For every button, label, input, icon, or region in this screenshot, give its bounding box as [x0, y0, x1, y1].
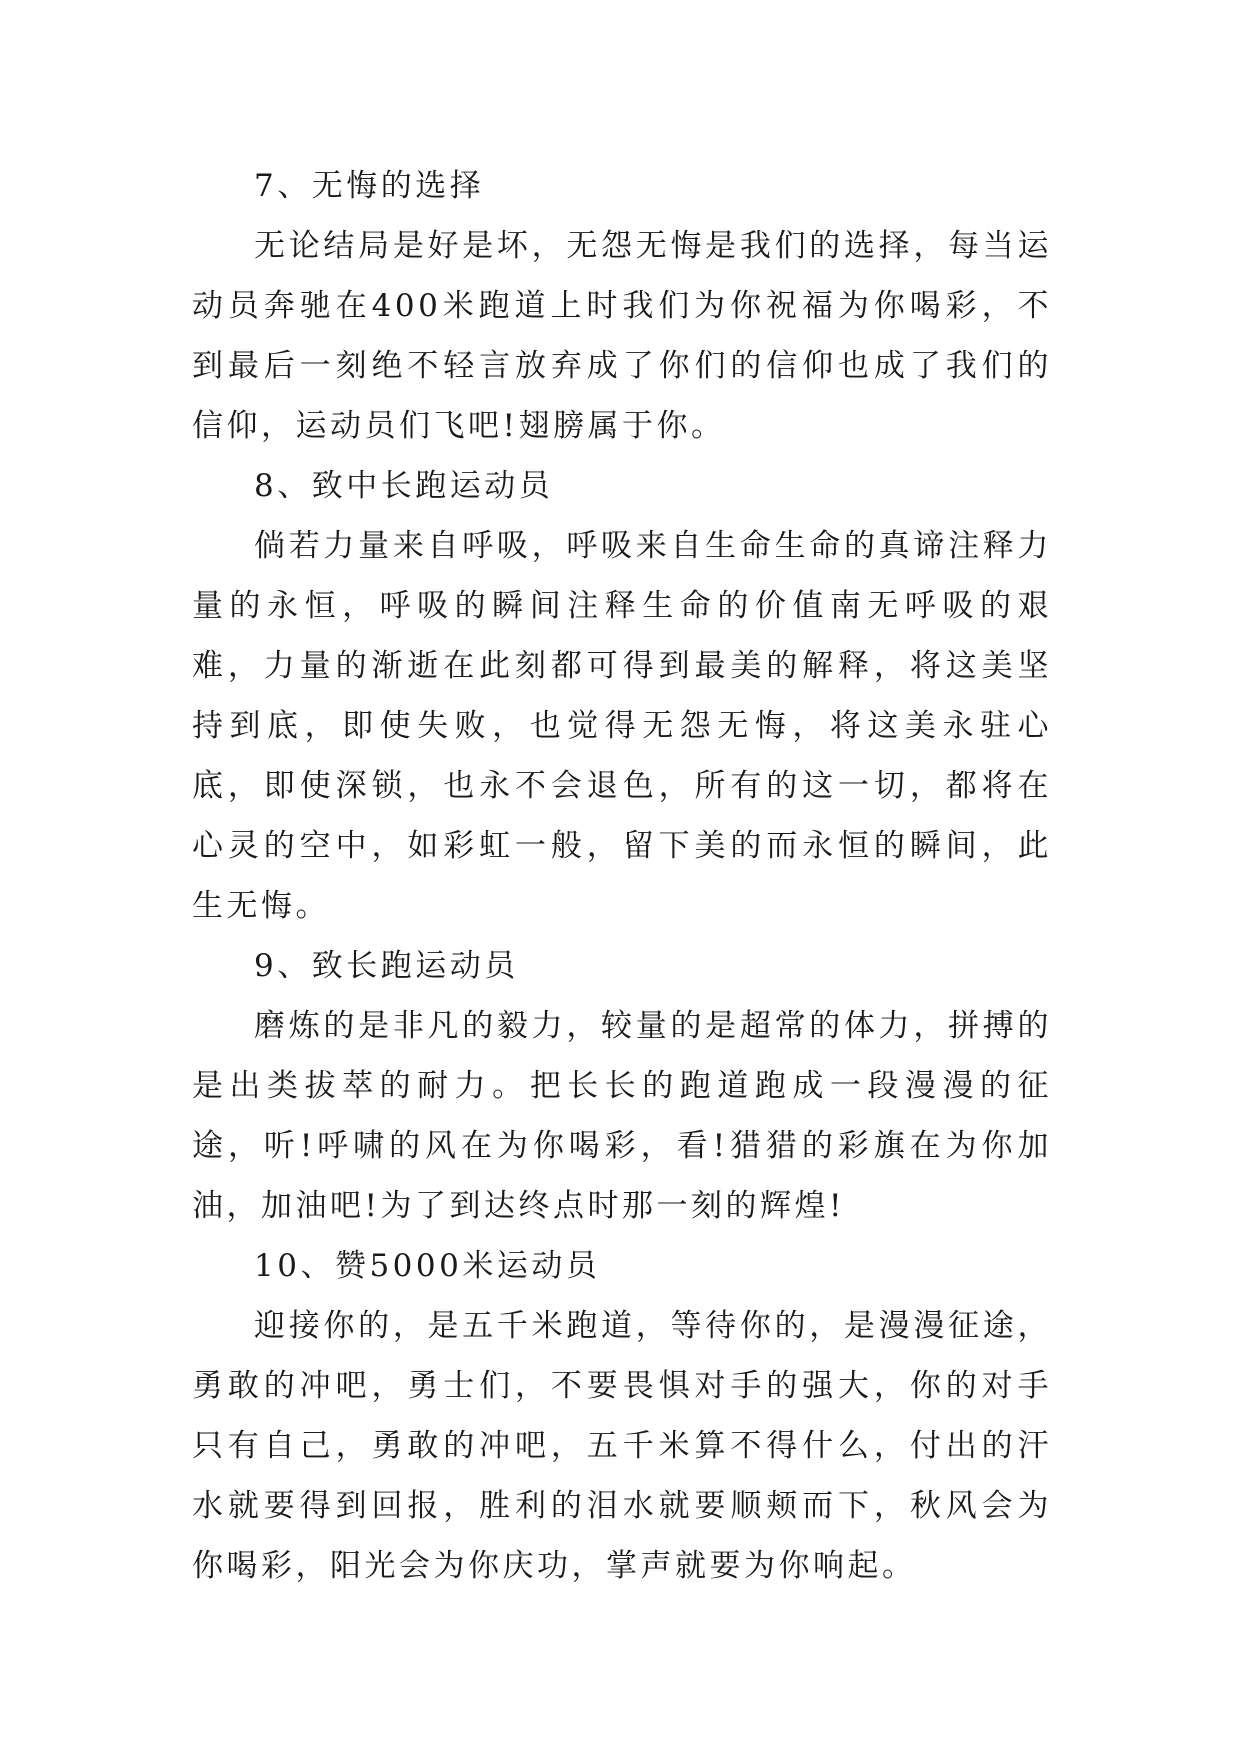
- section-body: 无论结局是好是坏，无怨无悔是我们的选择，每当运动员奔驰在400米跑道上时我们为你祝福为你喝彩，不到最后一刻绝不轻言放弃成了你们的信仰也成了我们的信仰，运动员们飞吧!翅膀属于你。: [192, 228, 1052, 444]
- section-body: 倘若力量来自呼吸，呼吸来自生命生命的真谛注释力量的永恒，呼吸的瞬间注释生命的价值南无呼吸的艰难，力量的渐逝在此刻都可得到最美的解释，将这美坚持到底，即使失败，也觉得无怨无悔，将这美永驻心底，即使深锁，也永不会退色，所有的这一切，都将在心灵的空中，如彩虹一般，留下美的而永恒的瞬间，此生无悔。: [192, 528, 1052, 924]
- section-heading: 8、致中长跑运动员: [254, 468, 554, 504]
- section-heading: 9、致长跑运动员: [254, 948, 519, 984]
- document-content: [192, 156, 1052, 1596]
- section-heading: 10、赞5000米运动员: [254, 1248, 601, 1284]
- section-body: 磨炼的是非凡的毅力，较量的是超常的体力，拼搏的是出类拔萃的耐力。把长长的跑道跑成一段漫漫的征途，听!呼啸的风在为你喝彩，看!猎猎的彩旗在为你加油，加油吧!为了到达终点时那一刻的辉煌!: [192, 1008, 1052, 1224]
- section-body: 迎接你的，是五千米跑道，等待你的，是漫漫征途，勇敢的冲吧，勇士们，不要畏惧对手的强大，你的对手只有自己，勇敢的冲吧，五千米算不得什么，付出的汗水就要得到回报，胜利的泪水就要顺颊而下，秋风会为你喝彩，阳光会为你庆功，掌声就要为你响起。: [192, 1308, 1052, 1584]
- section-heading: 7、无悔的选择: [254, 168, 485, 204]
